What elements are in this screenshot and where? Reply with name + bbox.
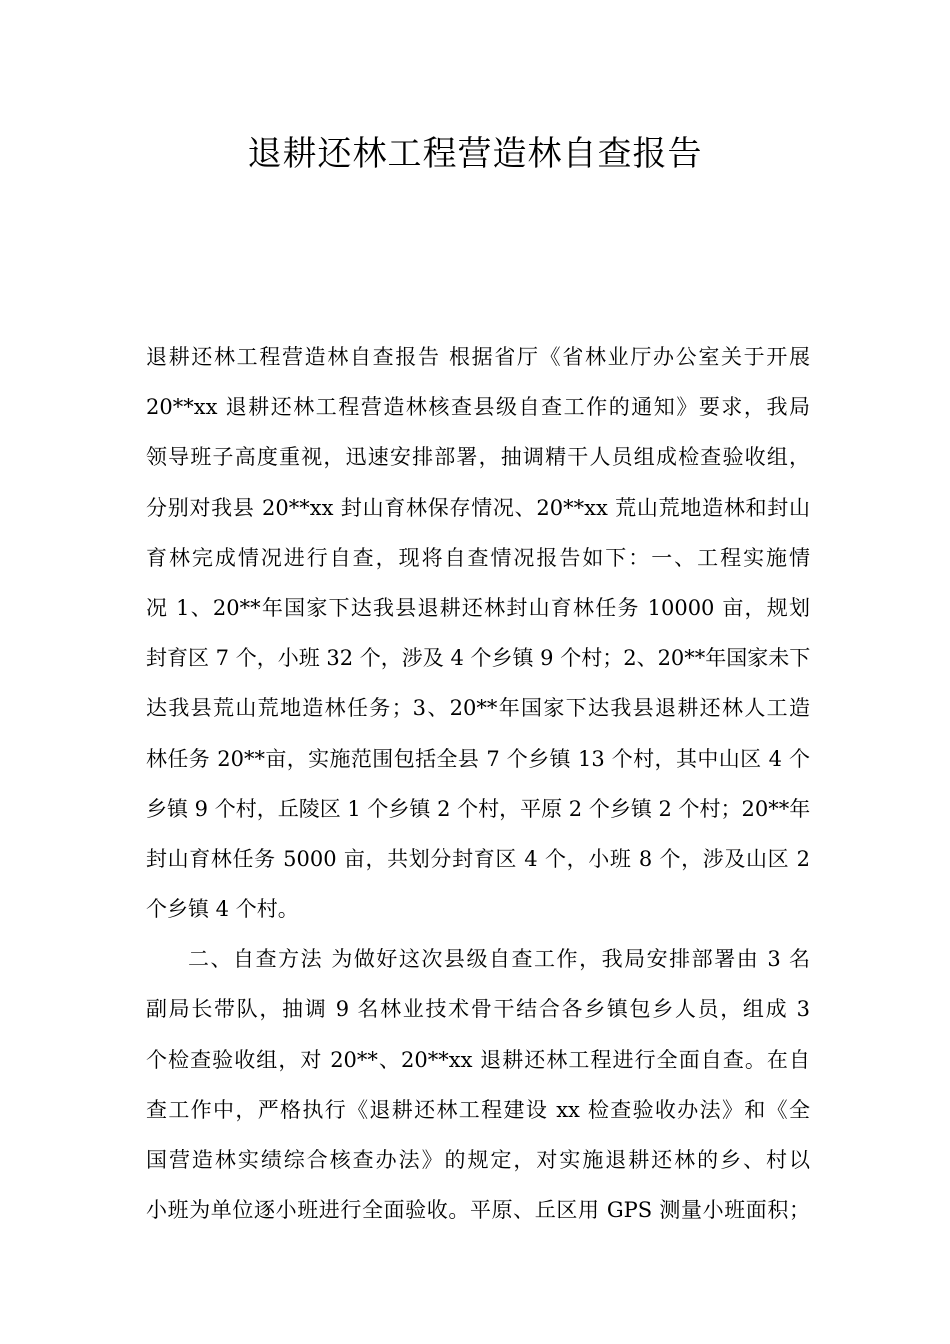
paragraph-line: 封山育林任务 5000 亩，共划分封育区 4 个，小班 8 个，涉及山区 2 bbox=[146, 846, 810, 871]
paragraph-line: 封育区 7 个，小班 32 个，涉及 4 个乡镇 9 个村；2、20**年国家未下 bbox=[146, 646, 810, 671]
paragraph-line: 领导班子高度重视，迅速安排部署，抽调精干人员组成检查验收组， bbox=[146, 445, 810, 470]
paragraph-line: 国营造林实绩综合核查办法》的规定，对实施退耕还林的乡、村以 bbox=[146, 1148, 810, 1172]
paragraph-line: 乡镇 9 个村，丘陵区 1 个乡镇 2 个村，平原 2 个乡镇 2 个村；20**年 bbox=[146, 796, 810, 821]
paragraph-line: 个乡镇 4 个村。 bbox=[146, 897, 299, 922]
paragraph-line: 分别对我县 20**xx 封山育林保存情况、20**xx 荒山荒地造林和封山 bbox=[146, 495, 810, 520]
paragraph-line: 退耕还林工程营造林自查报告 根据省厅《省林业厅办公室关于开展 bbox=[146, 345, 810, 369]
paragraph-line: 个检查验收组，对 20**、20**xx 退耕还林工程进行全面自查。在自 bbox=[146, 1047, 810, 1072]
paragraph-line: 达我县荒山荒地造林任务；3、20**年国家下达我县退耕还林人工造 bbox=[146, 696, 810, 721]
paragraph-line: 林任务 20**亩，实施范围包括全县 7 个乡镇 13 个村，其中山区 4 个 bbox=[146, 746, 810, 771]
document-title: 退耕还林工程营造林自查报告 bbox=[247, 134, 703, 174]
paragraph-line: 况 1、20**年国家下达我县退耕还林封山育林任务 10000 亩，规划 bbox=[146, 595, 810, 620]
paragraph-line: 育林完成情况进行自查，现将自查情况报告如下：一、工程实施情 bbox=[146, 545, 810, 570]
paragraph-line: 20**xx 退耕还林工程营造林核查县级自查工作的通知》要求，我局 bbox=[146, 395, 810, 420]
paragraph-line: 小班为单位逐小班进行全面验收。平原、丘区用 GPS 测量小班面积； bbox=[146, 1198, 810, 1223]
paragraph-line: 副局长带队，抽调 9 名林业技术骨干结合各乡镇包乡人员，组成 3 bbox=[146, 997, 810, 1022]
paragraph-line: 查工作中，严格执行《退耕还林工程建设 xx 检查验收办法》和《全 bbox=[146, 1097, 810, 1122]
document-body bbox=[146, 332, 810, 1235]
paragraph-line: 二、自查方法 为做好这次县级自查工作，我局安排部署由 3 名 bbox=[188, 947, 810, 972]
